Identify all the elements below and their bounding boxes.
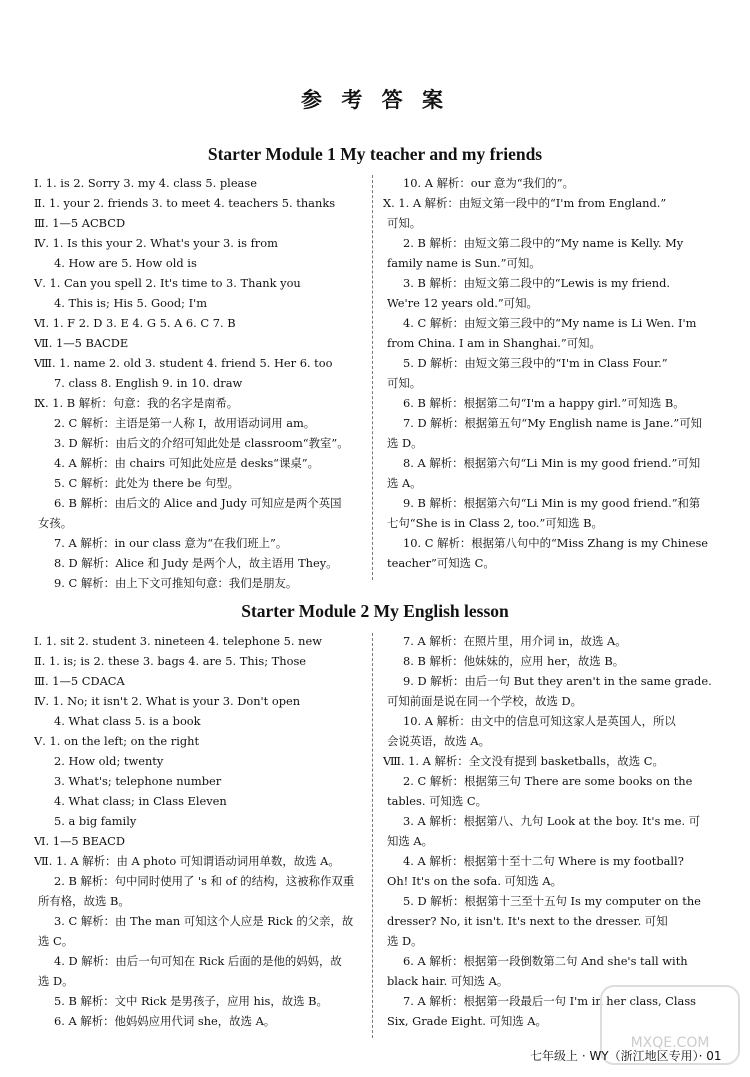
answer-line: 5. a big family: [54, 814, 137, 828]
module-1-right-column: [383, 173, 723, 573]
answer-line: 选 D。: [38, 974, 74, 988]
answer-line: 5. D 解析：根据第十三至十五句 Is my computer on the: [403, 894, 701, 908]
section-heading-module-2: Starter Module 2 My English lesson: [241, 601, 509, 621]
answer-line: 7. class 8. English 9. in 10. draw: [54, 376, 243, 390]
column-divider: [372, 175, 373, 580]
answer-line: tables. 可知选 C。: [387, 794, 488, 808]
answer-line: Ⅶ. 1. A 解析：由 A photo 可知谓语动词用单数，故选 A。: [34, 854, 340, 868]
answer-line: Oh! It's on the sofa. 可知选 A。: [387, 874, 562, 888]
answer-line: 4. C 解析：由短文第三段中的“My name is Li Wen. I'm: [403, 316, 697, 330]
module-2-left-column: [34, 631, 368, 1031]
answer-line: 5. B 解析：文中 Rick 是男孩子，应用 his，故选 B。: [54, 994, 328, 1008]
answer-line: Ⅴ. 1. on the left; on the right: [34, 734, 200, 748]
module-2-right-column: [383, 631, 723, 1031]
answer-line: 5. D 解析：由短文第三段中的“I'm in Class Four.”: [403, 356, 668, 370]
answer-line: 七句“She is in Class 2, too.”可知选 B。: [387, 516, 603, 530]
answer-line: 2. B 解析：句中同时使用了 's 和 of 的结构，这被称作双重: [54, 874, 355, 888]
section-heading-module-1: Starter Module 1 My teacher and my friends: [207, 144, 543, 164]
answer-line: Ⅵ. 1—5 BEACD: [34, 834, 125, 848]
answer-line: 2. How old; twenty: [54, 754, 164, 768]
answer-line: Ⅰ. 1. is 2. Sorry 3. my 4. class 5. please: [34, 176, 257, 190]
answer-line: 6. A 解析：他妈妈应用代词 she，故选 A。: [54, 1014, 276, 1028]
answer-line: Ⅶ. 1—5 BACDE: [34, 336, 129, 350]
answer-line: Ⅵ. 1. F 2. D 3. E 4. G 5. A 6. C 7. B: [34, 316, 236, 330]
answer-line: Ⅴ. 1. Can you spell 2. It's time to 3. Thank you: [34, 276, 301, 290]
answer-line: 4. What class; in Class Eleven: [54, 794, 227, 808]
answer-line: 10. C 解析：根据第八句中的“Miss Zhang is my Chinese: [403, 536, 709, 550]
answer-line: family name is Sun.”可知。: [387, 256, 541, 270]
answer-line: 可知前面是说在同一个学校，故选 D。: [387, 694, 583, 708]
column-divider: [372, 633, 373, 1038]
answer-line: 3. What's; telephone number: [54, 774, 222, 788]
answer-line: 4. A 解析：根据第十至十二句 Where is my football?: [403, 854, 684, 868]
answer-line: 9. D 解析：由后一句 But they aren't in the same grade.: [403, 674, 712, 688]
answer-line: 可知。: [387, 216, 422, 230]
answer-line: 会说英语，故选 A。: [387, 734, 490, 748]
answer-line: Ⅷ. 1. A 解析：全文没有提到 basketballs，故选 C。: [383, 754, 664, 768]
answer-line: 选 D。: [387, 436, 423, 450]
module-1-left-column: [34, 173, 368, 593]
answer-line: 3. A 解析：根据第八、九句 Look at the boy. It's me. 可: [403, 814, 701, 828]
answer-line: 4. How are 5. How old is: [54, 256, 197, 270]
answer-line: Six, Grade Eight. 可知选 A。: [387, 1014, 547, 1028]
answer-line: We're 12 years old.”可知。: [387, 296, 538, 310]
answer-line: teacher”可知选 C。: [387, 556, 495, 570]
answer-line: 3. B 解析：由短文第二段中的“Lewis is my friend.: [403, 276, 671, 290]
answer-line: 4. What class 5. is a book: [54, 714, 201, 728]
answer-line: Ⅰ. 1. sit 2. student 3. nineteen 4. telephone 5. new: [34, 634, 322, 648]
answer-line: Ⅷ. 1. name 2. old 3. student 4. friend 5. Her 6. too: [34, 356, 333, 370]
answer-line: 4. D 解析：由后一句可知在 Rick 后面的是他的妈妈，故: [54, 954, 342, 968]
answer-line: 2. C 解析：根据第三句 There are some books on the: [403, 774, 693, 788]
answer-line: Ⅱ. 1. is; is 2. these 3. bags 4. are 5. This; Those: [34, 654, 307, 668]
answer-line: 6. A 解析：根据第一段倒数第二句 And she's tall with: [403, 954, 688, 968]
answer-line: 8. A 解析：根据第六句“Li Min is my good friend.”可知: [403, 456, 701, 470]
answer-line: 可知。: [387, 376, 422, 390]
answer-line: 知选 A。: [387, 834, 434, 848]
answer-line: 9. B 解析：根据第六句“Li Min is my good friend.”和第: [403, 496, 701, 510]
answer-line: 4. This is; His 5. Good; I'm: [54, 296, 208, 310]
answer-line: black hair. 可知选 A。: [387, 974, 509, 988]
page-footer: 七年级上 · WY（浙江地区专用）· 01: [530, 1049, 722, 1063]
answer-line: dresser? No, it isn't. It's next to the dresser. 可知: [387, 914, 668, 928]
answer-line: Ⅳ. 1. No; it isn't 2. What is your 3. Don't open: [34, 694, 301, 708]
answer-line: 2. C 解析：主语是第一人称 I，故用语动词用 am。: [54, 416, 316, 430]
answer-line: Ⅸ. 1. B 解析：句意：我的名字是南希。: [34, 396, 239, 410]
answer-line: Ⅱ. 1. your 2. friends 3. to meet 4. teachers 5. thanks: [34, 196, 336, 210]
answer-line: 6. B 解析：由后文的 Alice and Judy 可知应是两个英国: [54, 496, 342, 510]
answer-line: 10. A 解析：由文中的信息可知这家人是英国人，所以: [403, 714, 676, 728]
answer-line: 选 A。: [387, 476, 422, 490]
answer-line: 7. D 解析：根据第五句“My English name is Jane.”可知: [403, 416, 702, 430]
answer-line: 9. C 解析：由上下文可推知句意：我们是朋友。: [54, 576, 298, 590]
answer-line: from China. I am in Shanghai.”可知。: [387, 336, 601, 350]
answer-line: Ⅹ. 1. A 解析：由短文第一段中的“I'm from England.”: [383, 196, 667, 210]
answer-line: 6. B 解析：根据第二句“I'm a happy girl.”可知选 B。: [403, 396, 685, 410]
answer-line: 女孩。: [38, 516, 73, 530]
answer-line: 4. A 解析：由 chairs 可知此处应是 desks“课桌”。: [54, 456, 319, 470]
answer-line: 5. C 解析：此处为 there be 句型。: [54, 476, 240, 490]
answer-line: Ⅲ. 1—5 ACBCD: [34, 216, 126, 230]
answer-line: Ⅲ. 1—5 CDACA: [34, 674, 125, 688]
answer-line: 10. A 解析：our 意为“我们的”。: [403, 176, 575, 190]
answer-line: 所有格，故选 B。: [38, 894, 130, 908]
answer-line: 7. A 解析：根据第一段最后一句 I'm in her class, Class: [403, 994, 697, 1008]
answer-line: 7. A 解析：在照片里，用介词 in，故选 A。: [403, 634, 627, 648]
watermark-logo: MXQE.COM: [600, 985, 740, 1065]
answer-line: 3. C 解析：由 The man 可知这个人应是 Rick 的父亲，故: [54, 914, 354, 928]
answer-line: 2. B 解析：由短文第二段中的“My name is Kelly. My: [403, 236, 684, 250]
answer-line: 选 D。: [387, 934, 423, 948]
answer-line: 8. B 解析：他妹妹的，应用 her，故选 B。: [403, 654, 625, 668]
answer-line: 8. D 解析：Alice 和 Judy 是两个人，故主语用 They。: [54, 556, 338, 570]
answer-line: Ⅳ. 1. Is this your 2. What's your 3. is from: [34, 236, 278, 250]
answer-line: 3. D 解析：由后文的介绍可知此处是 classroom“教室”。: [54, 436, 349, 450]
answer-line: 7. A 解析：in our class 意为“在我们班上”。: [54, 536, 288, 550]
page-title: 参 考 答 案: [301, 88, 449, 112]
answer-line: 选 C。: [38, 934, 74, 948]
